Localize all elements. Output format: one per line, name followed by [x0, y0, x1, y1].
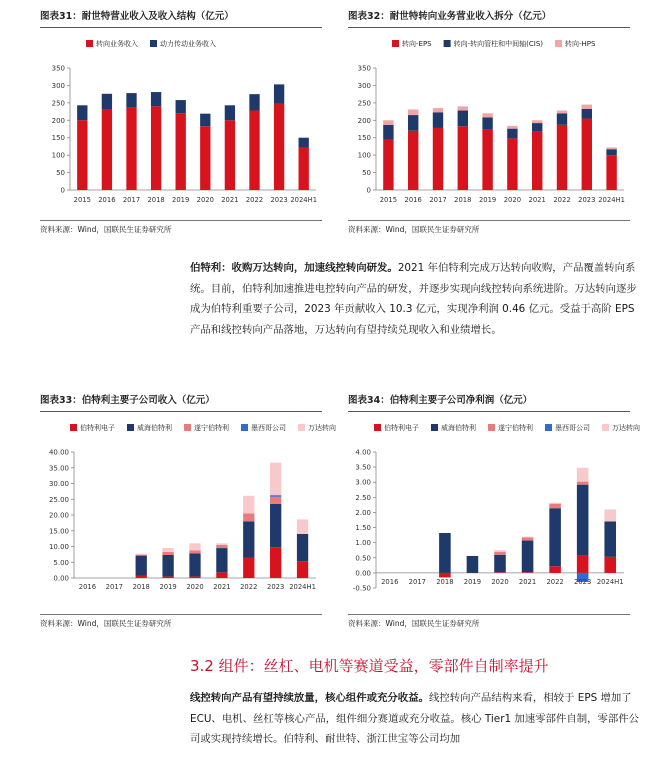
- fig34-bar-segment: [604, 522, 616, 557]
- fig33-bar-segment: [270, 504, 281, 547]
- fig33-bar-segment: [243, 558, 254, 578]
- fig34-x-tick-label: 2017: [408, 578, 426, 586]
- fig31-bar-segment: [249, 111, 259, 190]
- fig31-legend-swatch: [150, 40, 157, 47]
- fig32-x-tick-label: 2018: [454, 196, 472, 204]
- fig32-legend-swatch: [392, 40, 399, 47]
- fig31-bar-segment: [126, 93, 136, 107]
- fig34-x-tick-label: 2019: [463, 578, 482, 586]
- fig31-bar-segment: [126, 107, 136, 190]
- fig31-legend-label: 转向业务收入: [96, 40, 138, 48]
- fig33-bar-segment: [270, 463, 281, 495]
- fig33-bar-segment: [162, 552, 173, 555]
- fig32-bar-segment: [532, 123, 542, 132]
- fig32-bar-segment: [433, 128, 443, 190]
- figure-33: [40, 392, 336, 634]
- fig34-bar-segment: [522, 541, 534, 573]
- fig32-bar-segment: [557, 113, 567, 125]
- fig34-y-tick-label: 3.50: [355, 463, 371, 472]
- fig33-legend-swatch: [184, 424, 191, 431]
- fig34-legend-label: 威海伯特利: [441, 424, 476, 432]
- fig32-x-tick-label: 2015: [379, 196, 398, 204]
- fig34-x-tick-label: 2018: [436, 578, 454, 586]
- fig34-bar-segment: [577, 485, 589, 556]
- fig31-bar-segment: [200, 126, 210, 190]
- fig31-bar-segment: [299, 147, 309, 190]
- fig33-x-tick-label: 2022: [240, 583, 258, 591]
- fig32-legend-label: 转向-转向管柱和中间轴(CIS): [453, 40, 544, 48]
- fig33-bar-segment: [136, 555, 147, 556]
- fig31-y-tick-label: 150: [51, 134, 65, 143]
- fig33-x-tick-label: 2020: [186, 583, 204, 591]
- figure-31-chart: [40, 30, 322, 220]
- fig33-legend-label: 遂宁伯特利: [194, 424, 229, 432]
- fig33-y-tick-label: 10.00: [48, 543, 69, 551]
- fig33-x-tick-label: 2021: [213, 583, 231, 591]
- fig33-bar-segment: [162, 555, 173, 576]
- paragraph-components-body: 线控转向产品结构来看，相较于 EPS 增加了 ECU、电机、丝杠等核心产品，组件细分赛道或充分收益。核心 Tier1 加速零部件自制，零部件公司或实现持续增长。伯特利、耐世特、浙江世宝等公司均加: [190, 692, 640, 745]
- fig32-y-tick-label: 300: [357, 81, 371, 90]
- fig31-y-tick-label: 200: [51, 116, 65, 125]
- fig31-x-tick-label: 2015: [73, 196, 91, 204]
- figure-33-bottom-rule: [40, 614, 322, 615]
- fig32-bar-segment: [458, 106, 468, 110]
- fig34-y-tick-label: 1.50: [355, 524, 371, 533]
- fig33-y-tick-label: 25.00: [48, 495, 69, 504]
- fig33-bar-segment: [189, 550, 200, 553]
- fig32-x-tick-label: 2016: [404, 196, 422, 204]
- fig31-bar-segment: [176, 113, 186, 190]
- fig33-legend-label: 威海伯特利: [137, 424, 172, 432]
- fig32-y-tick-label: 100: [357, 151, 371, 160]
- fig33-y-tick-label: 30.00: [48, 480, 69, 488]
- fig34-bar-segment: [522, 572, 534, 573]
- fig34-x-tick-label: 2020: [491, 578, 509, 586]
- fig33-bar-segment: [297, 534, 308, 561]
- fig34-bar-segment: [549, 566, 561, 573]
- fig34-x-tick-label: 2016: [381, 578, 399, 586]
- fig31-y-tick-label: 300: [51, 81, 65, 90]
- figure-32-source: 资料来源：Wind，国联民生证券研究所: [348, 225, 480, 234]
- fig34-bar-segment: [549, 504, 561, 509]
- fig33-bar-segment: [297, 519, 308, 533]
- fig31-bar-segment: [225, 120, 235, 190]
- fig34-legend-label: 墨西哥公司: [555, 424, 590, 432]
- fig34-bar-segment: [549, 508, 561, 566]
- figure-33-chart: [40, 414, 336, 614]
- figure-32-bottom-rule: [348, 220, 630, 221]
- fig34-legend-swatch: [374, 424, 381, 431]
- fig32-bar-segment: [458, 126, 468, 190]
- fig32-x-tick-label: 2021: [528, 196, 546, 204]
- fig32-bar-segment: [408, 115, 418, 131]
- fig32-x-tick-label: 2023: [578, 196, 596, 204]
- fig32-x-tick-label: 2020: [503, 196, 522, 204]
- fig34-x-tick-label: 2024H1: [596, 578, 624, 586]
- fig32-bar-segment: [507, 129, 517, 139]
- figure-33-top-rule: [40, 411, 322, 412]
- fig32-bar-segment: [606, 149, 616, 155]
- fig34-y-tick-label: 0.00: [355, 569, 371, 578]
- fig33-bar-segment: [189, 543, 200, 550]
- fig33-x-tick-label: 2024H1: [289, 583, 316, 591]
- fig31-x-tick-label: 2017: [122, 196, 141, 204]
- fig33-y-tick-label: 0.00: [53, 574, 69, 583]
- fig34-legend-label: 遂宁伯特利: [498, 424, 533, 432]
- fig33-y-tick-label: 35.00: [48, 464, 69, 473]
- fig34-legend-swatch: [431, 424, 438, 431]
- fig31-x-tick-label: 2020: [196, 196, 214, 204]
- fig33-y-tick-label: 20.00: [48, 511, 69, 520]
- fig34-bar-segment: [494, 550, 506, 552]
- fig32-bar-segment: [532, 120, 542, 123]
- fig32-y-tick-label: 200: [357, 116, 371, 125]
- figure-33-title: 图表33：伯特利主要子公司收入（亿元）: [40, 395, 215, 406]
- fig32-bar-segment: [507, 126, 517, 129]
- fig33-bar-segment: [270, 495, 281, 497]
- fig32-bar-segment: [507, 138, 517, 190]
- fig34-y-tick-label: 3.00: [355, 478, 371, 487]
- fig33-x-tick-label: 2023: [267, 583, 285, 591]
- fig32-legend-swatch: [444, 40, 451, 47]
- fig34-y-tick-label: 4.00: [355, 448, 371, 457]
- fig34-y-tick-label: 2.00: [355, 508, 371, 517]
- figure-34-bottom-rule: [348, 614, 630, 615]
- fig33-x-tick-label: 2019: [159, 583, 177, 591]
- fig33-legend-label: 伯特利电子: [80, 424, 115, 432]
- fig34-x-tick-label: 2022: [546, 578, 564, 586]
- figure-33-source: 资料来源：Wind，国联民生证券研究所: [40, 619, 172, 628]
- fig31-y-tick-label: 350: [51, 64, 65, 73]
- fig32-bar-segment: [482, 130, 492, 190]
- fig33-bar-segment: [136, 554, 147, 555]
- fig32-bar-segment: [532, 132, 542, 190]
- fig33-x-tick-label: 2018: [132, 583, 150, 591]
- fig32-x-tick-label: 2017: [429, 196, 447, 204]
- fig31-x-tick-label: 2022: [245, 196, 264, 204]
- fig32-bar-segment: [582, 109, 592, 119]
- fig34-legend-swatch: [545, 424, 552, 431]
- fig33-legend-swatch: [241, 424, 248, 431]
- fig31-y-tick-label: 0: [60, 186, 65, 195]
- fig31-bar-segment: [200, 114, 210, 127]
- figure-31-title: 图表31：耐世特营业收入及收入结构（亿元）: [40, 11, 234, 22]
- fig34-bar-segment: [439, 533, 451, 573]
- fig34-bar-segment: [577, 482, 589, 485]
- fig31-bar-segment: [274, 104, 284, 190]
- fig33-bar-segment: [162, 576, 173, 578]
- fig34-y-tick-label: 1.00: [355, 539, 371, 548]
- fig34-bar-segment: [467, 556, 479, 573]
- fig33-bar-segment: [136, 575, 147, 578]
- fig34-y-tick-label: -0.50: [352, 584, 371, 593]
- fig34-bar-segment: [494, 555, 506, 573]
- fig32-bar-segment: [408, 131, 418, 190]
- paragraph-components-lead: 线控转向产品有望持续放量，核心组件或充分收益。: [190, 692, 429, 704]
- fig34-bar-segment: [549, 503, 561, 504]
- fig33-x-tick-label: 2016: [78, 583, 97, 591]
- fig32-bar-segment: [582, 105, 592, 109]
- fig33-bar-segment: [162, 548, 173, 552]
- fig34-legend-swatch: [602, 424, 609, 431]
- figure-32-chart: [348, 30, 630, 220]
- fig31-x-tick-label: 2021: [221, 196, 239, 204]
- fig31-y-tick-label: 250: [51, 99, 65, 108]
- fig33-bar-segment: [270, 497, 281, 504]
- fig31-x-tick-label: 2019: [172, 196, 190, 204]
- fig31-legend-swatch: [86, 40, 93, 47]
- fig33-bar-segment: [216, 572, 227, 578]
- fig32-bar-segment: [606, 155, 616, 190]
- fig32-y-tick-label: 350: [357, 64, 371, 73]
- fig32-legend-swatch: [555, 40, 562, 47]
- paragraph-bethel-lead: 伯特利：收购万达转向，加速线控转向研发。: [190, 262, 398, 274]
- fig32-bar-segment: [582, 119, 592, 190]
- fig33-bar-segment: [216, 548, 227, 572]
- fig33-bar-segment: [136, 556, 147, 576]
- fig34-x-tick-label: 2021: [518, 578, 537, 586]
- fig33-legend-label: 万达转向: [308, 424, 336, 432]
- figure-32-title: 图表32：耐世特转向业务营业收入拆分（亿元）: [348, 11, 552, 22]
- figure-34-chart: [348, 414, 640, 614]
- fig34-bar-segment: [494, 552, 506, 555]
- fig32-bar-segment: [482, 113, 492, 117]
- section-heading: 3.2 组件：丝杠、电机等赛道受益，零部件自制率提升: [190, 657, 549, 675]
- fig33-bar-segment: [297, 561, 308, 578]
- figure-32: [348, 8, 630, 240]
- fig32-x-tick-label: 2022: [553, 196, 571, 204]
- fig31-legend-label: 动力传动业务收入: [160, 40, 216, 48]
- fig32-bar-segment: [606, 147, 616, 149]
- fig34-bar-segment: [577, 468, 589, 482]
- fig32-legend-label: 转向-EPS: [402, 40, 432, 48]
- fig34-bar-segment: [577, 556, 589, 573]
- fig32-bar-segment: [383, 125, 393, 140]
- fig31-bar-segment: [299, 138, 309, 148]
- fig31-bar-segment: [225, 105, 235, 120]
- fig33-legend-label: 墨西哥公司: [251, 424, 286, 432]
- fig32-legend-label: 转向-HPS: [565, 40, 596, 48]
- fig31-bar-segment: [77, 120, 87, 190]
- fig31-bar-segment: [151, 106, 161, 190]
- fig33-bar-segment: [189, 553, 200, 576]
- fig32-y-tick-label: 50: [362, 169, 371, 178]
- fig32-bar-segment: [383, 120, 393, 125]
- figure-32-top-rule: [348, 27, 630, 28]
- fig34-bar-segment: [439, 573, 451, 578]
- fig32-y-tick-label: 250: [357, 99, 371, 108]
- fig32-bar-segment: [408, 109, 418, 115]
- fig31-x-tick-label: 2018: [147, 196, 165, 204]
- fig31-bar-segment: [77, 105, 87, 120]
- paragraph-components: [190, 688, 640, 750]
- fig33-bar-segment: [216, 545, 227, 548]
- fig31-bar-segment: [176, 100, 186, 113]
- fig31-bar-segment: [102, 110, 112, 190]
- fig34-bar-segment: [522, 537, 534, 538]
- figure-31-bottom-rule: [40, 220, 322, 221]
- fig33-legend-swatch: [127, 424, 134, 431]
- figure-34-source: 资料来源：Wind，国联民生证券研究所: [348, 619, 480, 628]
- figure-34: [348, 392, 640, 634]
- figure-31-source: 资料来源：Wind，国联民生证券研究所: [40, 225, 172, 234]
- fig33-y-tick-label: 40.00: [48, 448, 69, 457]
- fig32-bar-segment: [383, 139, 393, 190]
- figure-31-top-rule: [40, 27, 322, 28]
- fig34-legend-swatch: [488, 424, 495, 431]
- fig33-legend-swatch: [298, 424, 305, 431]
- fig33-legend-swatch: [70, 424, 77, 431]
- fig31-y-tick-label: 50: [56, 169, 65, 178]
- fig34-x-tick-label: 2023: [574, 578, 592, 586]
- fig34-bar-segment: [604, 557, 616, 573]
- fig33-bar-segment: [243, 513, 254, 521]
- fig34-bar-segment: [494, 572, 506, 573]
- fig31-bar-segment: [151, 92, 161, 106]
- fig34-y-tick-label: 2.50: [355, 493, 371, 502]
- fig32-bar-segment: [482, 117, 492, 129]
- figure-34-title: 图表34：伯特利主要子公司净利润（亿元）: [348, 395, 533, 406]
- fig32-y-tick-label: 0: [366, 186, 371, 195]
- fig31-x-tick-label: 2016: [98, 196, 116, 204]
- fig31-bar-segment: [249, 94, 259, 110]
- fig31-x-tick-label: 2023: [270, 196, 288, 204]
- fig34-legend-label: 伯特利电子: [384, 424, 419, 432]
- figure-34-top-rule: [348, 411, 630, 412]
- fig32-x-tick-label: 2024H1: [598, 196, 625, 204]
- fig33-bar-segment: [243, 496, 254, 514]
- fig31-bar-segment: [274, 84, 284, 103]
- fig32-bar-segment: [458, 111, 468, 127]
- fig32-bar-segment: [433, 108, 443, 112]
- fig33-x-tick-label: 2017: [105, 583, 123, 591]
- fig31-bar-segment: [102, 94, 112, 110]
- paragraph-bethel-body: 2021 年伯特利完成万达转向收购，产品覆盖转向系统。目前，伯特利加速推进电控转向产品的研发，并逐步实现向线控转向系统进阶。万达转向逐步成为伯特利重要子公司，2023 年贡献收入 10.3 亿元，实现净利润 0.46 亿元。受益于高阶 EPS 产品和线控转向产品落地，万达转向有望持续兑现收入和业绩增长。: [190, 262, 637, 336]
- fig32-y-tick-label: 150: [357, 134, 371, 143]
- fig33-bar-segment: [216, 543, 227, 545]
- fig33-y-tick-label: 5.00: [53, 558, 69, 567]
- fig33-bar-segment: [270, 547, 281, 578]
- fig33-y-tick-label: 15.00: [48, 527, 69, 536]
- fig32-bar-segment: [433, 112, 443, 128]
- fig34-bar-segment: [522, 538, 534, 541]
- fig34-y-tick-label: 0.50: [355, 554, 371, 563]
- figure-31: [40, 8, 322, 240]
- fig31-y-tick-label: 100: [51, 151, 65, 160]
- fig32-bar-segment: [557, 125, 567, 190]
- fig32-bar-segment: [557, 111, 567, 114]
- fig31-x-tick-label: 2024H1: [290, 196, 318, 204]
- fig34-legend-label: 万达转向: [612, 424, 640, 432]
- fig34-bar-segment: [604, 509, 616, 521]
- fig32-x-tick-label: 2019: [478, 196, 497, 204]
- paragraph-bethel: [190, 258, 640, 340]
- fig33-bar-segment: [189, 576, 200, 578]
- fig33-bar-segment: [243, 521, 254, 557]
